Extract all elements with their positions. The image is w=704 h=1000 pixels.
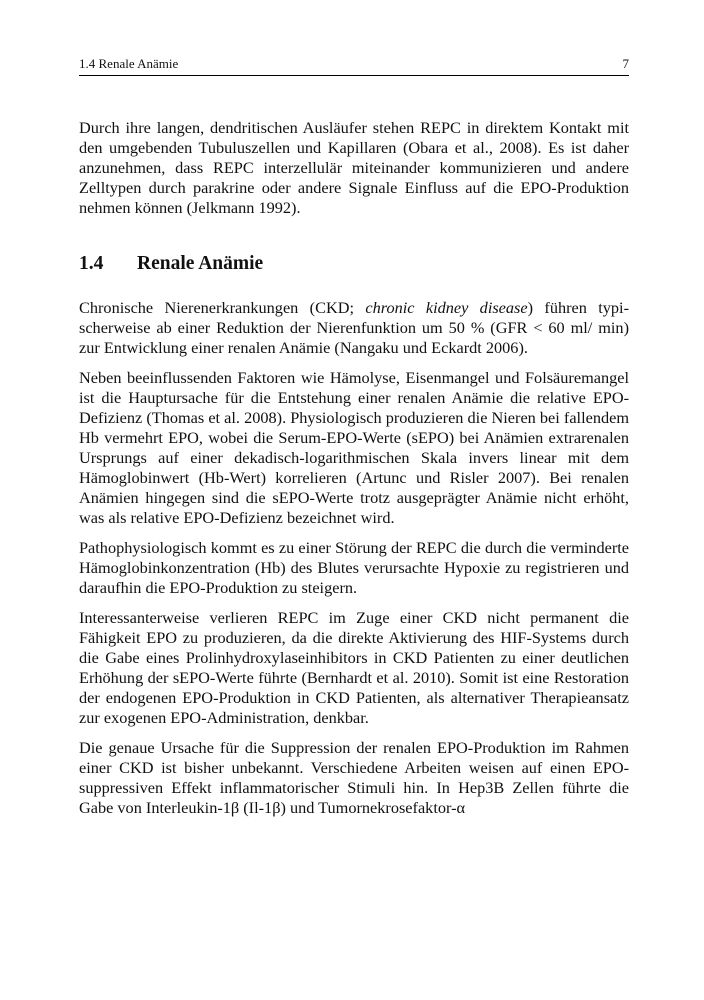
paragraph: Die genaue Ursache für die Suppression der renalen EPO-Produktion im Rahmen einer CKD ist bisher unbekannt. Verschiedene Arbeiten weisen auf einen EPO-suppressiven Effekt inflammatorischer Stimuli hin. In Hep3B Zellen führte die Gabe von Interleukin-1β (Il-1β) und Tumornekrosefaktor-α (79, 738, 629, 817)
page-number: 7 (622, 56, 629, 71)
paragraph: Pathophysiologisch kommt es zu einer Störung der REPC die durch die verminderte Hämoglobinkonzentration (Hb) des Blutes verursachte Hypoxie zu registrieren und daraufhin die EPO-Produktion zu steigern. (79, 538, 629, 597)
running-header (79, 56, 629, 76)
intro-paragraph (79, 298, 629, 358)
intro-text-start: Chronische Nierenerkrankungen (CKD; (79, 298, 366, 317)
body-text (79, 118, 629, 818)
paragraph: Neben beeinflussenden Faktoren wie Hämolyse, Eisenmangel und Folsäuremangel ist die Hauptursache für die Entstehung einer renalen Anämie die relative EPO-Defizienz (Thomas et al. 2008). Physiologisch produzieren die Nieren bei fallendem Hb vermehrt EPO, wobei die Serum-EPO-Werte (sEPO) bei Anämien extrarenalen Ursprungs auf einer dekadisch-logarithmischen Skala invers linear mit dem Hämoglobinwert (Hb-Wert) korrelieren (Artunc und Risler 2007). Bei renalen Anämien hingegen sind die sEPO-Werte trotz ausgeprägter Anämie nicht erhöht, was als relative EPO-Defizienz bezeichnet wird. (79, 368, 629, 527)
paragraph: Durch ihre langen, dendritischen Ausläufer stehen REPC in direktem Kontakt mit den umgebenden Tubuluszellen und Kapillaren (Obara et al., 2008). Es ist daher anzunehmen, dass REPC interzellulär miteinander kommunizieren und andere Zelltypen durch parakrine oder andere Signale Einfluss auf die EPO-Produktion nehmen können (Jelkmann 1992). (79, 118, 629, 217)
page (79, 56, 629, 828)
section-title: Renale Anämie (137, 253, 264, 274)
intro-italic-term: chronic kidney disease (365, 298, 528, 317)
running-title: 1.4 Renale Anämie (79, 56, 179, 71)
intro-text-end: ) führen typischerweise ab einer Reduktion der Nierenfunktion um 50 % (GFR < 60 ml/ min) zur Entwicklung einer renalen Anämie (Nangaku und Eckardt 2006). (79, 298, 630, 357)
paragraph: Interessanterweise verlieren REPC im Zuge einer CKD nicht permanent die Fähigkeit EPO zu produzieren, da die direkte Aktivierung des HIF-Systems durch die Gabe eines Prolinhydroxylaseinhibitors in CKD Patienten zu einer deutlichen Erhöhung der sEPO-Werte führte (Bernhardt et al. 2010). Somit ist eine Restoration der endogenen EPO-Produktion in CKD Patienten, als alternativer Therapieansatz zur exogenen EPO-Administration, denkbar. (79, 608, 629, 727)
section-number: 1.4 (79, 253, 104, 274)
section-heading (79, 252, 629, 276)
